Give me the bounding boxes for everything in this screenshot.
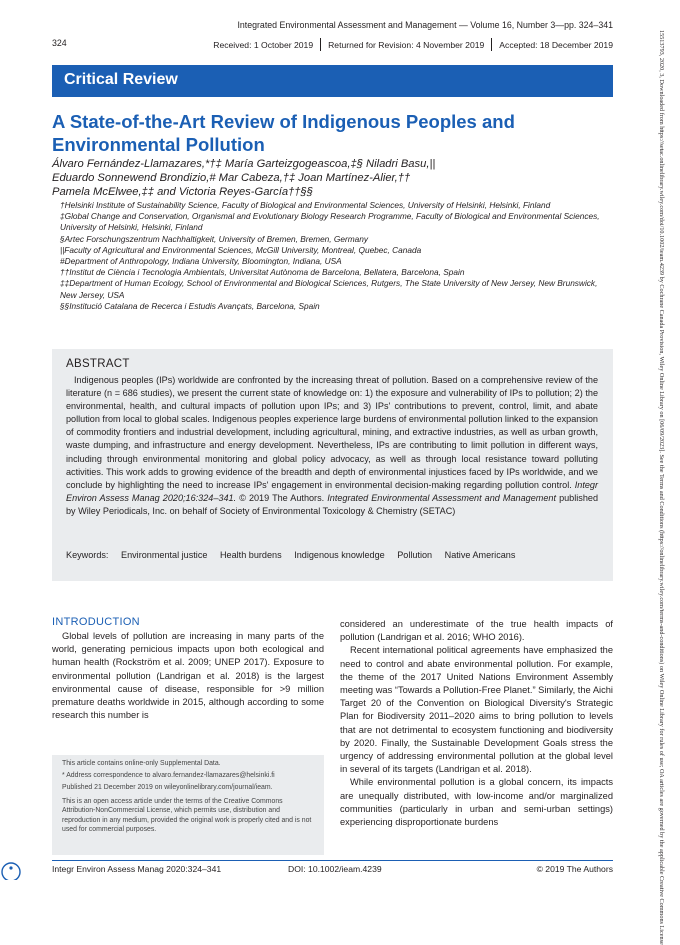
affiliation: †Helsinki Institute of Sustainability Science, Faculty of Biological and Environmental Sciences, University of Helsinki, Helsinki, Finland (60, 200, 551, 210)
body-column-right (340, 618, 613, 829)
affiliation: ‡‡Department of Human Ecology, School of Environmental and Biological Sciences, Rutgers, The State University of New Jersey, New Brunswick, New Jersey, USA (60, 278, 598, 300)
abstract-publisher: published by Wiley Periodicals, Inc. on behalf of Society of Environmental Toxicology & Chemistry (SETAC) (66, 492, 598, 516)
author-line: Álvaro Fernández-Llamazares,*†‡ María Garteizgogeascoa,‡§ Niladri Basu,|| (52, 158, 436, 170)
page-number: 324 (52, 38, 67, 48)
keywords-label: Keywords: (66, 550, 109, 560)
footer-rule (52, 860, 613, 861)
abstract-text: Indigenous peoples (IPs) worldwide are confronted by the increasing threat of pollution. Based on a comprehensive review of the literature (n = 686 studies), we present the current state of knowledge on: 1) the exposure and vulnerability of IPs to pollution; 2) the environmental, health, and cultural impacts of pollution upon IPs; and 3) IPs' contributions to prevent, control, limit, and abate pollution from local to global scales. Indigenous peoples experience large burdens of environmental pollution linked to the expansion of commodity frontiers and industrial development, including agricultural, mining, and extractive industries, as well as urban growth, waste dumping, and infrastructure and energy development. Nevertheless, IPs are contributing to limit pollution in different ways, including through environmental monitoring and global policy advocacy, as well as through local resistance toward polluting activities. This work adds to growing evidence of the breadth and depth of environmental injustices faced by IPs worldwide, and we conclude by highlighting the need to increase IPs' engagement in environmental decision-making regarding pollution control. (66, 375, 598, 490)
divider (320, 38, 321, 51)
banner-label: Critical Review (64, 71, 178, 88)
keyword[interactable]: Health burdens (219, 550, 282, 560)
paragraph: While environmental pollution is a global concern, its impacts are unequally distributed, with low-income and/or marginalized communities (particularly in urban and semi-urban settings) experiencing disproportionate burdens (340, 777, 613, 828)
affiliation: §§Institució Catalana de Recerca i Estudis Avançats, Barcelona, Spain (60, 300, 320, 311)
paragraph: considered an underestimate of the true health impacts of pollution (Landrigan et al. 2016; WHO 2016). (340, 619, 613, 643)
abstract-journal-name: Integrated Environmental Assessment and Management (327, 492, 556, 503)
download-strip (655, 30, 667, 945)
author-list (52, 157, 612, 200)
supplemental-note: This article contains online-only Supplemental Data. (62, 760, 221, 767)
section-heading-introduction: INTRODUCTION (52, 616, 140, 628)
keyword[interactable]: Pollution (397, 550, 433, 560)
paragraph: Global levels of pollution are increasing in many parts of the world, generating pernicious impacts upon both ecological and human health (Rockström et al. 2009; UNEP 2017). Exposure to environmental pollution (Landrigan et al. 2018) is the largest environmental cause of disease, responsible for >9 million premature deaths worldwide in 2015, although according to some research this number is (52, 631, 324, 721)
download-strip-text: 15513793, 2020, 3, Downloaded from https://setac.onlinelibrary.wiley.com/doi/10.1002/ieam.4239 by Cochrane Canada Provision, Wiley Online Library on [06/09/2023]. See the Terms and Conditions (https://onlinelibrary.wiley.com/terms-and-conditions) on Wiley Online Library for rules of use; OA articles are governed by the applicable Creative Commons License (658, 30, 665, 945)
affiliation: ††Institut de Ciència i Tecnologia Ambientals, Universitat Autònoma de Barcelona, Bellatera, Barcelona, Spain (60, 267, 465, 278)
section-banner (52, 65, 613, 97)
keyword[interactable]: Native Americans (444, 550, 516, 560)
article-notes (52, 755, 324, 855)
abstract-copyright: © 2019 The Authors. (239, 492, 325, 503)
abstract-box (52, 349, 613, 581)
affiliation: #Department of Anthropology, Indiana University, Bloomington, Indiana, USA (60, 256, 342, 267)
affiliation: §Artec Forschungszentrum Nachhaltigkeit, University of Bremen, Bremen, Germany (60, 233, 369, 244)
article-title: A State-of-the-Art Review of Indigenous Peoples and Environmental Pollution (52, 111, 515, 155)
footer-copyright: © 2019 The Authors (536, 864, 613, 874)
paragraph: Recent international political agreements have emphasized the need to control and abate environmental pollution. For example, the theme of the 2017 United Nations Environment Assembly meeting was “Towards a Pollution-Free Planet.” Similarly, the Aichi Target 20 of the Convention on Biological Diversity's Strategic Plan for Biodiversity 2011–2020 aims to bring pollution to levels that are not detrimental to ecosystem functioning and biodiversity by 2020. Finally, the Sustainable Development Goals stress the urgency of addressing environmental pollution at the global level in several of its targets (Landrigan et al. 2018). (340, 645, 613, 775)
keywords (66, 550, 515, 560)
revision-date: Returned for Revision: 4 November 2019 (328, 39, 485, 50)
author-line: Pamela McElwee,‡‡ and Victoria Reyes-García††§§ (52, 186, 313, 199)
license-note: This is an open access article under the terms of the Creative Commons Attribution-NonCommercial License, which permits use, distribution and reproduction in any medium, provided the original work is properly cited and is not used for commercial purposes. (62, 798, 312, 834)
footer-doi[interactable]: DOI: 10.1002/ieam.4239 (288, 864, 382, 874)
received-date: Received: 1 October 2019 (213, 39, 314, 50)
accepted-date: Accepted: 18 December 2019 (499, 39, 613, 50)
abstract-body (66, 374, 598, 518)
author-line: Eduardo Sonnewend Brondizio,# Mar Cabeza,†‡ Joan Martínez-Alier,†† (52, 172, 411, 185)
affiliations (60, 200, 615, 312)
keyword[interactable]: Indigenous knowledge (294, 550, 385, 560)
history-dates (213, 38, 613, 51)
keyword[interactable]: Environmental justice (121, 550, 208, 560)
accessibility-icon[interactable] (0, 858, 22, 880)
affiliation: ||Faculty of Agricultural and Environmental Sciences, McGill University, Montreal, Quebec, Canada (60, 244, 422, 255)
footer-citation: Integr Environ Assess Manag 2020:324–341 (52, 864, 222, 874)
body-column-left (52, 630, 324, 722)
abstract-citation: Integr Environ Assess Manag 2020;16:324–341. (66, 479, 598, 503)
correspondence-note[interactable]: * Address correspondence to alvaro.fernandez-llamazares@helsinki.fi (62, 772, 275, 779)
journal-line: Integrated Environmental Assessment and Management — Volume 16, Number 3—pp. 324–341 (237, 20, 613, 30)
published-note: Published 21 December 2019 on wileyonlinelibrary.com/journal/ieam. (62, 784, 273, 791)
affiliation: ‡Global Change and Conservation, Organismal and Evolutionary Biology Research Programme, Faculty of Biological and Environmental Sciences, University of Helsinki, Helsinki, Finland (60, 211, 600, 233)
abstract-heading: ABSTRACT (66, 358, 130, 370)
divider (491, 38, 492, 51)
